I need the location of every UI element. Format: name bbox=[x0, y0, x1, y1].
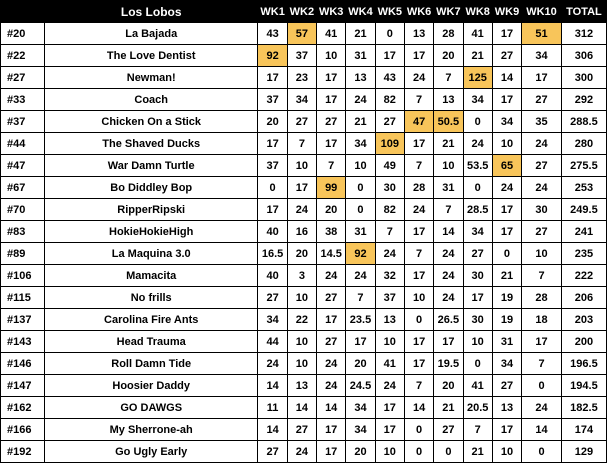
week-score-cell: 17 bbox=[463, 287, 492, 309]
table-row bbox=[1, 111, 607, 133]
week-score-cell: 0 bbox=[258, 177, 287, 199]
week-score-cell: 125 bbox=[463, 67, 492, 89]
week-score-cell: 7 bbox=[287, 133, 316, 155]
team-name-cell: Mamacita bbox=[44, 265, 258, 287]
table-row bbox=[1, 23, 607, 45]
week-score-cell: 17 bbox=[375, 45, 404, 67]
week-score-cell: 0 bbox=[463, 177, 492, 199]
total-score-cell: 249.5 bbox=[561, 199, 606, 221]
week-score-cell: 10 bbox=[287, 331, 316, 353]
week-score-cell: 21 bbox=[434, 397, 463, 419]
header-wk6: WK6 bbox=[404, 1, 433, 23]
week-score-cell: 14.5 bbox=[317, 243, 346, 265]
week-score-cell: 34 bbox=[346, 419, 375, 441]
rank-cell: #192 bbox=[1, 441, 45, 463]
total-score-cell: 275.5 bbox=[561, 155, 606, 177]
week-score-cell: 10 bbox=[492, 441, 521, 463]
week-score-cell: 20 bbox=[287, 243, 316, 265]
header-wk1: WK1 bbox=[258, 1, 287, 23]
week-score-cell: 10 bbox=[287, 287, 316, 309]
header-wk10: WK10 bbox=[522, 1, 562, 23]
rank-cell: #106 bbox=[1, 265, 45, 287]
week-score-cell: 17 bbox=[492, 199, 521, 221]
total-score-cell: 288.5 bbox=[561, 111, 606, 133]
week-score-cell: 38 bbox=[317, 221, 346, 243]
week-score-cell: 17 bbox=[434, 331, 463, 353]
week-score-cell: 31 bbox=[346, 221, 375, 243]
week-score-cell: 30 bbox=[463, 265, 492, 287]
week-score-cell: 27 bbox=[317, 111, 346, 133]
rank-cell: #27 bbox=[1, 67, 45, 89]
rank-cell: #44 bbox=[1, 133, 45, 155]
week-score-cell: 43 bbox=[258, 23, 287, 45]
week-score-cell: 34 bbox=[346, 397, 375, 419]
week-score-cell: 0 bbox=[375, 23, 404, 45]
table-row bbox=[1, 243, 607, 265]
week-score-cell: 21 bbox=[492, 265, 521, 287]
table-row bbox=[1, 45, 607, 67]
team-name-cell: Head Trauma bbox=[44, 331, 258, 353]
week-score-cell: 30 bbox=[375, 177, 404, 199]
header-wk5: WK5 bbox=[375, 1, 404, 23]
week-score-cell: 53.5 bbox=[463, 155, 492, 177]
week-score-cell: 24 bbox=[434, 287, 463, 309]
rank-cell: #137 bbox=[1, 309, 45, 331]
week-score-cell: 17 bbox=[492, 23, 521, 45]
total-score-cell: 206 bbox=[561, 287, 606, 309]
week-score-cell: 14 bbox=[287, 397, 316, 419]
week-score-cell: 35 bbox=[522, 111, 562, 133]
week-score-cell: 17 bbox=[404, 45, 433, 67]
week-score-cell: 30 bbox=[463, 309, 492, 331]
team-name-cell: Chicken On a Stick bbox=[44, 111, 258, 133]
header-wk9: WK9 bbox=[492, 1, 521, 23]
week-score-cell: 24 bbox=[404, 67, 433, 89]
week-score-cell: 17 bbox=[522, 67, 562, 89]
week-score-cell: 14 bbox=[522, 419, 562, 441]
week-score-cell: 47 bbox=[404, 111, 433, 133]
team-name-cell: Hoosier Daddy bbox=[44, 375, 258, 397]
week-score-cell: 10 bbox=[404, 287, 433, 309]
header-wk7: WK7 bbox=[434, 1, 463, 23]
week-score-cell: 41 bbox=[375, 353, 404, 375]
week-score-cell: 24 bbox=[346, 89, 375, 111]
total-score-cell: 196.5 bbox=[561, 353, 606, 375]
total-score-cell: 292 bbox=[561, 89, 606, 111]
total-score-cell: 174 bbox=[561, 419, 606, 441]
week-score-cell: 17 bbox=[317, 133, 346, 155]
total-score-cell: 182.5 bbox=[561, 397, 606, 419]
week-score-cell: 82 bbox=[375, 89, 404, 111]
week-score-cell: 17 bbox=[317, 309, 346, 331]
header-rank-blank bbox=[1, 1, 45, 23]
total-score-cell: 312 bbox=[561, 23, 606, 45]
week-score-cell: 40 bbox=[258, 221, 287, 243]
week-score-cell: 0 bbox=[434, 441, 463, 463]
week-score-cell: 24 bbox=[375, 243, 404, 265]
week-score-cell: 49 bbox=[375, 155, 404, 177]
rank-cell: #146 bbox=[1, 353, 45, 375]
team-name-cell: Roll Damn Tide bbox=[44, 353, 258, 375]
rank-cell: #162 bbox=[1, 397, 45, 419]
week-score-cell: 0 bbox=[404, 441, 433, 463]
week-score-cell: 10 bbox=[287, 155, 316, 177]
week-score-cell: 27 bbox=[258, 441, 287, 463]
header-row bbox=[1, 1, 607, 23]
week-score-cell: 28 bbox=[522, 287, 562, 309]
table-row bbox=[1, 309, 607, 331]
week-score-cell: 10 bbox=[492, 133, 521, 155]
rank-cell: #147 bbox=[1, 375, 45, 397]
week-score-cell: 17 bbox=[492, 221, 521, 243]
week-score-cell: 23 bbox=[287, 67, 316, 89]
table-row bbox=[1, 89, 607, 111]
week-score-cell: 7 bbox=[317, 155, 346, 177]
week-score-cell: 24 bbox=[522, 397, 562, 419]
total-score-cell: 222 bbox=[561, 265, 606, 287]
table-row bbox=[1, 441, 607, 463]
week-score-cell: 65 bbox=[492, 155, 521, 177]
week-score-cell: 20 bbox=[434, 375, 463, 397]
table-row bbox=[1, 155, 607, 177]
week-score-cell: 109 bbox=[375, 133, 404, 155]
week-score-cell: 92 bbox=[346, 243, 375, 265]
week-score-cell: 17 bbox=[404, 331, 433, 353]
team-name-cell: The Love Dentist bbox=[44, 45, 258, 67]
week-score-cell: 41 bbox=[463, 375, 492, 397]
week-score-cell: 10 bbox=[375, 331, 404, 353]
total-score-cell: 306 bbox=[561, 45, 606, 67]
week-score-cell: 41 bbox=[463, 23, 492, 45]
week-score-cell: 10 bbox=[522, 243, 562, 265]
week-score-cell: 14 bbox=[258, 419, 287, 441]
week-score-cell: 24 bbox=[258, 353, 287, 375]
table-row bbox=[1, 199, 607, 221]
week-score-cell: 37 bbox=[258, 155, 287, 177]
week-score-cell: 7 bbox=[404, 375, 433, 397]
week-score-cell: 17 bbox=[317, 89, 346, 111]
week-score-cell: 24 bbox=[287, 441, 316, 463]
week-score-cell: 10 bbox=[434, 155, 463, 177]
week-score-cell: 0 bbox=[463, 353, 492, 375]
team-name-cell: Carolina Fire Ants bbox=[44, 309, 258, 331]
week-score-cell: 37 bbox=[287, 45, 316, 67]
table-row bbox=[1, 375, 607, 397]
team-name-cell: Go Ugly Early bbox=[44, 441, 258, 463]
week-score-cell: 13 bbox=[287, 375, 316, 397]
week-score-cell: 28.5 bbox=[463, 199, 492, 221]
week-score-cell: 34 bbox=[522, 45, 562, 67]
header-wk8: WK8 bbox=[463, 1, 492, 23]
week-score-cell: 99 bbox=[317, 177, 346, 199]
week-score-cell: 14 bbox=[492, 67, 521, 89]
week-score-cell: 17 bbox=[492, 89, 521, 111]
week-score-cell: 27 bbox=[463, 243, 492, 265]
week-score-cell: 44 bbox=[258, 331, 287, 353]
table-row bbox=[1, 397, 607, 419]
week-score-cell: 10 bbox=[375, 441, 404, 463]
week-score-cell: 17 bbox=[404, 265, 433, 287]
week-score-cell: 11 bbox=[258, 397, 287, 419]
table-row bbox=[1, 67, 607, 89]
week-score-cell: 24 bbox=[463, 133, 492, 155]
week-score-cell: 24 bbox=[287, 199, 316, 221]
week-score-cell: 20 bbox=[317, 199, 346, 221]
week-score-cell: 27 bbox=[522, 89, 562, 111]
week-score-cell: 27 bbox=[522, 221, 562, 243]
rank-cell: #22 bbox=[1, 45, 45, 67]
week-score-cell: 17 bbox=[258, 67, 287, 89]
total-score-cell: 280 bbox=[561, 133, 606, 155]
week-score-cell: 17 bbox=[287, 177, 316, 199]
rank-cell: #166 bbox=[1, 419, 45, 441]
rank-cell: #20 bbox=[1, 23, 45, 45]
week-score-cell: 10 bbox=[287, 353, 316, 375]
week-score-cell: 0 bbox=[522, 441, 562, 463]
team-name-cell: Newman! bbox=[44, 67, 258, 89]
week-score-cell: 24 bbox=[434, 243, 463, 265]
week-score-cell: 17 bbox=[375, 397, 404, 419]
week-score-cell: 23.5 bbox=[346, 309, 375, 331]
team-name-cell: Coach bbox=[44, 89, 258, 111]
week-score-cell: 13 bbox=[434, 89, 463, 111]
week-score-cell: 26.5 bbox=[434, 309, 463, 331]
week-score-cell: 7 bbox=[434, 199, 463, 221]
week-score-cell: 28 bbox=[434, 23, 463, 45]
rank-cell: #47 bbox=[1, 155, 45, 177]
week-score-cell: 7 bbox=[404, 243, 433, 265]
total-score-cell: 241 bbox=[561, 221, 606, 243]
week-score-cell: 17 bbox=[258, 199, 287, 221]
week-score-cell: 43 bbox=[375, 67, 404, 89]
week-score-cell: 10 bbox=[463, 331, 492, 353]
rank-cell: #37 bbox=[1, 111, 45, 133]
rank-cell: #67 bbox=[1, 177, 45, 199]
week-score-cell: 10 bbox=[346, 155, 375, 177]
week-score-cell: 17 bbox=[522, 331, 562, 353]
total-score-cell: 203 bbox=[561, 309, 606, 331]
week-score-cell: 40 bbox=[258, 265, 287, 287]
week-score-cell: 19 bbox=[492, 287, 521, 309]
week-score-cell: 27 bbox=[375, 111, 404, 133]
week-score-cell: 37 bbox=[375, 287, 404, 309]
week-score-cell: 13 bbox=[375, 309, 404, 331]
total-score-cell: 129 bbox=[561, 441, 606, 463]
week-score-cell: 24 bbox=[375, 375, 404, 397]
rank-cell: #115 bbox=[1, 287, 45, 309]
table-row bbox=[1, 331, 607, 353]
week-score-cell: 32 bbox=[375, 265, 404, 287]
week-score-cell: 21 bbox=[463, 441, 492, 463]
week-score-cell: 17 bbox=[317, 67, 346, 89]
week-score-cell: 21 bbox=[346, 23, 375, 45]
week-score-cell: 24 bbox=[492, 177, 521, 199]
week-score-cell: 7 bbox=[346, 287, 375, 309]
week-score-cell: 7 bbox=[522, 265, 562, 287]
week-score-cell: 34 bbox=[346, 133, 375, 155]
week-score-cell: 17 bbox=[404, 353, 433, 375]
week-score-cell: 13 bbox=[404, 23, 433, 45]
week-score-cell: 20 bbox=[346, 353, 375, 375]
table-row bbox=[1, 287, 607, 309]
week-score-cell: 34 bbox=[463, 89, 492, 111]
week-score-cell: 20.5 bbox=[463, 397, 492, 419]
week-score-cell: 13 bbox=[346, 67, 375, 89]
week-score-cell: 14 bbox=[317, 397, 346, 419]
team-name-cell: La Bajada bbox=[44, 23, 258, 45]
week-score-cell: 24 bbox=[317, 375, 346, 397]
week-score-cell: 14 bbox=[258, 375, 287, 397]
week-score-cell: 19.5 bbox=[434, 353, 463, 375]
week-score-cell: 17 bbox=[492, 419, 521, 441]
rank-cell: #33 bbox=[1, 89, 45, 111]
week-score-cell: 22 bbox=[287, 309, 316, 331]
week-score-cell: 50.5 bbox=[434, 111, 463, 133]
week-score-cell: 17 bbox=[258, 133, 287, 155]
week-score-cell: 30 bbox=[522, 199, 562, 221]
week-score-cell: 13 bbox=[492, 397, 521, 419]
week-score-cell: 24 bbox=[317, 353, 346, 375]
week-score-cell: 7 bbox=[434, 67, 463, 89]
week-score-cell: 34 bbox=[258, 309, 287, 331]
total-score-cell: 200 bbox=[561, 331, 606, 353]
week-score-cell: 0 bbox=[346, 199, 375, 221]
week-score-cell: 10 bbox=[317, 45, 346, 67]
week-score-cell: 3 bbox=[287, 265, 316, 287]
team-name-cell: La Maquina 3.0 bbox=[44, 243, 258, 265]
week-score-cell: 17 bbox=[317, 419, 346, 441]
table-row bbox=[1, 265, 607, 287]
week-score-cell: 16.5 bbox=[258, 243, 287, 265]
week-score-cell: 20 bbox=[434, 45, 463, 67]
week-score-cell: 51 bbox=[522, 23, 562, 45]
week-score-cell: 19 bbox=[492, 309, 521, 331]
table-row bbox=[1, 177, 607, 199]
week-score-cell: 31 bbox=[434, 177, 463, 199]
week-score-cell: 27 bbox=[287, 111, 316, 133]
table-row bbox=[1, 221, 607, 243]
week-score-cell: 37 bbox=[258, 89, 287, 111]
week-score-cell: 17 bbox=[346, 331, 375, 353]
week-score-cell: 27 bbox=[317, 287, 346, 309]
week-score-cell: 0 bbox=[404, 309, 433, 331]
rank-cell: #89 bbox=[1, 243, 45, 265]
week-score-cell: 31 bbox=[492, 331, 521, 353]
total-score-cell: 194.5 bbox=[561, 375, 606, 397]
header-wk4: WK4 bbox=[346, 1, 375, 23]
header-wk2: WK2 bbox=[287, 1, 316, 23]
week-score-cell: 82 bbox=[375, 199, 404, 221]
week-score-cell: 21 bbox=[434, 133, 463, 155]
table-row bbox=[1, 419, 607, 441]
week-score-cell: 24 bbox=[522, 133, 562, 155]
table-header bbox=[1, 1, 607, 23]
week-score-cell: 34 bbox=[492, 111, 521, 133]
week-score-cell: 27 bbox=[522, 155, 562, 177]
table-body bbox=[1, 23, 607, 463]
week-score-cell: 7 bbox=[375, 221, 404, 243]
table-row bbox=[1, 133, 607, 155]
week-score-cell: 24 bbox=[346, 265, 375, 287]
week-score-cell: 17 bbox=[404, 133, 433, 155]
week-score-cell: 14 bbox=[404, 397, 433, 419]
team-name-cell: War Damn Turtle bbox=[44, 155, 258, 177]
week-score-cell: 41 bbox=[317, 23, 346, 45]
week-score-cell: 24.5 bbox=[346, 375, 375, 397]
week-score-cell: 17 bbox=[375, 419, 404, 441]
week-score-cell: 34 bbox=[463, 221, 492, 243]
week-score-cell: 34 bbox=[492, 353, 521, 375]
week-score-cell: 7 bbox=[404, 89, 433, 111]
league-title: Los Lobos bbox=[44, 1, 258, 23]
rank-cell: #143 bbox=[1, 331, 45, 353]
week-score-cell: 92 bbox=[258, 45, 287, 67]
week-score-cell: 17 bbox=[404, 221, 433, 243]
week-score-cell: 0 bbox=[492, 243, 521, 265]
week-score-cell: 34 bbox=[287, 89, 316, 111]
week-score-cell: 0 bbox=[522, 375, 562, 397]
header-wk3: WK3 bbox=[317, 1, 346, 23]
week-score-cell: 21 bbox=[346, 111, 375, 133]
week-score-cell: 27 bbox=[317, 331, 346, 353]
header-total: TOTAL bbox=[561, 1, 606, 23]
team-name-cell: The Shaved Ducks bbox=[44, 133, 258, 155]
total-score-cell: 235 bbox=[561, 243, 606, 265]
week-score-cell: 27 bbox=[258, 287, 287, 309]
week-score-cell: 24 bbox=[434, 265, 463, 287]
week-score-cell: 0 bbox=[404, 419, 433, 441]
week-score-cell: 31 bbox=[346, 45, 375, 67]
week-score-cell: 20 bbox=[346, 441, 375, 463]
team-name-cell: GO DAWGS bbox=[44, 397, 258, 419]
total-score-cell: 253 bbox=[561, 177, 606, 199]
week-score-cell: 57 bbox=[287, 23, 316, 45]
team-name-cell: RipperRipski bbox=[44, 199, 258, 221]
rank-cell: #83 bbox=[1, 221, 45, 243]
week-score-cell: 18 bbox=[522, 309, 562, 331]
week-score-cell: 7 bbox=[522, 353, 562, 375]
week-score-cell: 0 bbox=[346, 177, 375, 199]
week-score-cell: 24 bbox=[404, 199, 433, 221]
week-score-cell: 27 bbox=[287, 419, 316, 441]
week-score-cell: 21 bbox=[463, 45, 492, 67]
week-score-cell: 20 bbox=[258, 111, 287, 133]
week-score-cell: 27 bbox=[434, 419, 463, 441]
rank-cell: #70 bbox=[1, 199, 45, 221]
week-score-cell: 0 bbox=[463, 111, 492, 133]
team-name-cell: No frills bbox=[44, 287, 258, 309]
team-name-cell: My Sherrone-ah bbox=[44, 419, 258, 441]
week-score-cell: 24 bbox=[522, 177, 562, 199]
week-score-cell: 17 bbox=[317, 441, 346, 463]
total-score-cell: 300 bbox=[561, 67, 606, 89]
table-row bbox=[1, 353, 607, 375]
week-score-cell: 16 bbox=[287, 221, 316, 243]
week-score-cell: 27 bbox=[492, 45, 521, 67]
week-score-cell: 14 bbox=[434, 221, 463, 243]
week-score-cell: 7 bbox=[404, 155, 433, 177]
week-score-cell: 27 bbox=[492, 375, 521, 397]
week-score-cell: 28 bbox=[404, 177, 433, 199]
week-score-cell: 7 bbox=[463, 419, 492, 441]
week-score-cell: 24 bbox=[317, 265, 346, 287]
team-name-cell: HokieHokieHigh bbox=[44, 221, 258, 243]
team-name-cell: Bo Diddley Bop bbox=[44, 177, 258, 199]
